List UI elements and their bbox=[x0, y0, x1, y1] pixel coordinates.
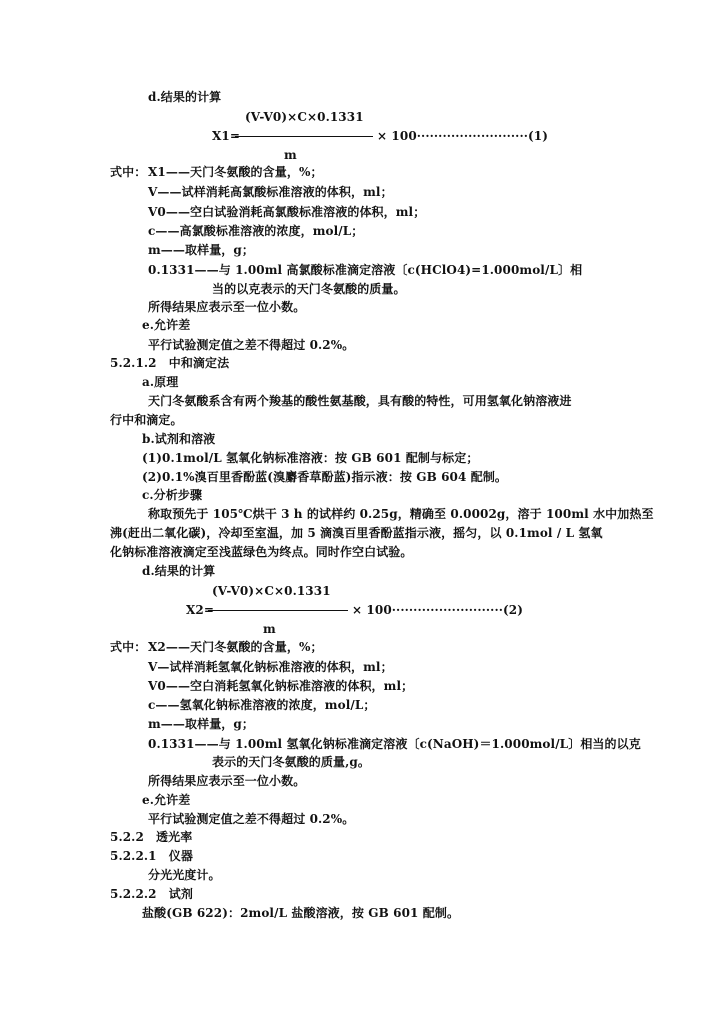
where-label-2: 式中： bbox=[110, 640, 147, 654]
reagent-item-1: (1)0.1mol/L 氢氧化钠标准溶液：按 GB 601 配制与标定； bbox=[142, 451, 479, 465]
section-5-2-2-heading: 5.2.2 透光率 bbox=[110, 830, 193, 844]
definition-0-1331-2-line2: 表示的天门冬氨酸的质量,g。 bbox=[212, 755, 370, 769]
formula2-lhs: X2= bbox=[186, 603, 215, 617]
definition-c-2: c——氢氧化钠标准溶液的浓度，mol/L； bbox=[148, 698, 376, 712]
formula2-denominator: m bbox=[263, 622, 276, 636]
definition-0-1331-line1: 0.1331——与 1.00ml 高氯酸标准滴定溶液〔c(HClO4)=1.000mol/L〕相 bbox=[148, 263, 583, 277]
instrument-text: 分光光度计。 bbox=[148, 868, 221, 882]
formula1-denominator: m bbox=[284, 148, 297, 162]
formula1-rhs: × 100··························(1) bbox=[377, 129, 549, 143]
definition-v: V——试样消耗高氯酸标准溶液的体积，ml； bbox=[148, 185, 393, 199]
formula1-lhs: X1= bbox=[212, 129, 241, 143]
decimal-note-1: 所得结果应表示至一位小数。 bbox=[148, 300, 306, 314]
procedure-text-line2: 沸(赶出二氧化碳)，冷却至室温，加 5 滴溴百里香酚蓝指示液，摇匀，以 0.1mol / L 氢氧 bbox=[110, 526, 603, 540]
definition-m: m——取样量，g； bbox=[148, 243, 254, 257]
procedure-text-line3: 化钠标准溶液滴定至浅蓝绿色为终点。同时作空白试验。 bbox=[110, 545, 413, 559]
formula1-numerator: (V-V0)×C×0.1331 bbox=[245, 110, 364, 124]
section-5-2-2-1-heading: 5.2.2.1 仪器 bbox=[110, 849, 193, 863]
reagents-heading: b.试剂和溶液 bbox=[142, 432, 216, 446]
calc-heading-1: d.结果的计算 bbox=[148, 90, 222, 104]
where-label-1: 式中： bbox=[110, 165, 147, 179]
section-5-2-1-2-heading: 5.2.1.2 中和滴定法 bbox=[110, 356, 230, 370]
principle-heading: a.原理 bbox=[142, 375, 179, 389]
definition-v0: V0——空白试验消耗高氯酸标准溶液的体积，ml； bbox=[148, 205, 426, 219]
tolerance-text-2: 平行试验测定值之差不得超过 0.2%。 bbox=[148, 812, 355, 826]
section-5-2-2-2-heading: 5.2.2.2 试剂 bbox=[110, 887, 193, 901]
formula1-fraction-bar bbox=[235, 136, 373, 137]
tolerance-heading-1: e.允许差 bbox=[142, 318, 191, 332]
calc-heading-2: d.结果的计算 bbox=[142, 564, 216, 578]
principle-text-line2: 行中和滴定。 bbox=[110, 413, 183, 427]
definition-v-2: V—试样消耗氢氧化钠标准溶液的体积，ml； bbox=[148, 660, 393, 674]
definition-c: c——高氯酸标准溶液的浓度，mol/L； bbox=[148, 224, 364, 238]
procedure-heading: c.分析步骤 bbox=[142, 488, 203, 502]
tolerance-heading-2: e.允许差 bbox=[142, 793, 191, 807]
procedure-text-line1: 称取预先于 105℃烘干 3 h 的试样约 0.25g，精确至 0.0002g，溶于 100ml 水中加热至 bbox=[148, 507, 654, 521]
definition-0-1331-2-line1: 0.1331——与 1.00ml 氢氧化钠标准滴定溶液〔c(NaOH)＝1.000mol/L〕相当的以克 bbox=[148, 737, 641, 751]
definition-v0-2: V0——空白消耗氢氧化钠标准溶液的体积，ml； bbox=[148, 679, 414, 693]
reagent-hcl-text: 盐酸(GB 622)：2mol/L 盐酸溶液，按 GB 601 配制。 bbox=[142, 906, 460, 920]
definition-x1: X1——天门冬氨酸的含量，%； bbox=[148, 165, 323, 179]
decimal-note-2: 所得结果应表示至一位小数。 bbox=[148, 774, 306, 788]
formula2-fraction-bar bbox=[208, 610, 348, 611]
definition-0-1331-line2: 当的以克表示的天门冬氨酸的质量。 bbox=[212, 282, 406, 296]
formula2-rhs: × 100··························(2) bbox=[352, 603, 524, 617]
tolerance-text-1: 平行试验测定值之差不得超过 0.2%。 bbox=[148, 338, 355, 352]
reagent-item-2: (2)0.1%溴百里香酚蓝(溴麝香草酚蓝)指示液：按 GB 604 配制。 bbox=[142, 470, 508, 484]
principle-text-line1: 天门冬氨酸系含有两个羧基的酸性氨基酸，具有酸的特性，可用氢氧化钠溶液进 bbox=[148, 394, 572, 408]
definition-x2: X2——天门冬氨酸的含量，%； bbox=[148, 640, 323, 654]
definition-m-2: m——取样量，g； bbox=[148, 717, 254, 731]
formula2-numerator: (V-V0)×C×0.1331 bbox=[212, 584, 331, 598]
